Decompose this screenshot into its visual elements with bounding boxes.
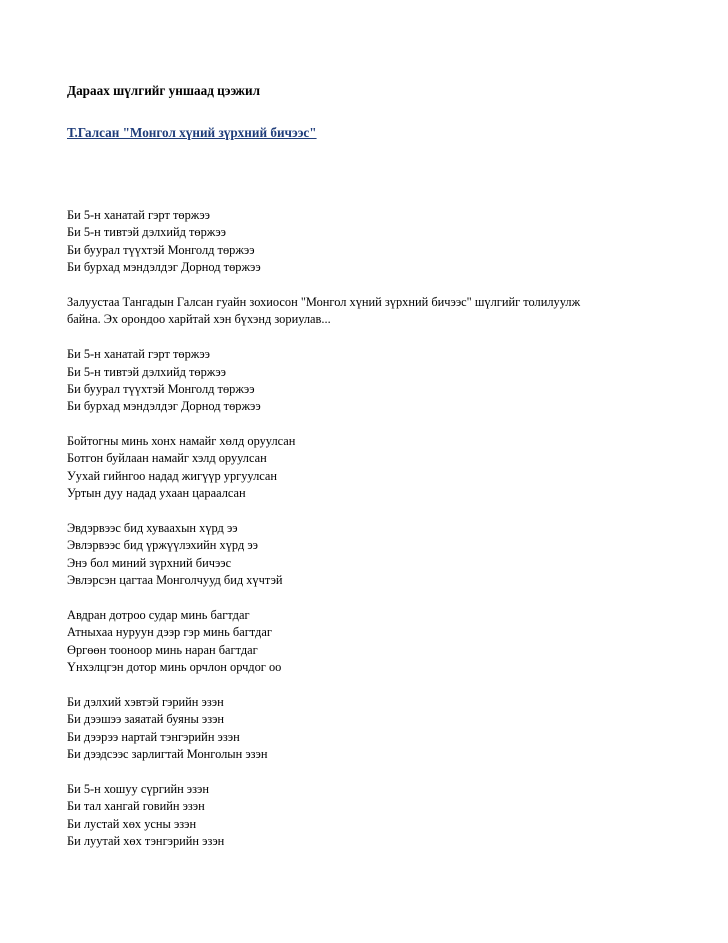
poem-line: Би тал хангай говийн эзэн xyxy=(67,799,205,814)
poem-line: Би 5-н тивтэй дэлхийд төржээ xyxy=(67,225,227,240)
stanza-spacer xyxy=(67,277,667,294)
stanza-1 xyxy=(67,207,667,277)
stanza-2 xyxy=(67,346,667,416)
stanza-spacer xyxy=(67,590,667,607)
stanza-spacer xyxy=(67,416,667,433)
poem-line: Би дээдсээс зарлигтай Монголын эзэн xyxy=(67,747,268,762)
poem-line: Би 5-н тивтэй дэлхийд төржээ xyxy=(67,364,227,379)
poem-line: Эвлэрвээс бид үржүүлэхийн хүрд ээ xyxy=(67,538,258,553)
document-heading: Дараах шүлгийг уншаад цээжил xyxy=(67,83,260,98)
poem-line: Би 5-н хошуу сүргийн эзэн xyxy=(67,781,209,796)
poem-line: Би 5-н ханатай гэрт төржээ xyxy=(67,208,210,222)
poem-line: Уртын дуу надад ухаан цараалсан xyxy=(67,486,246,501)
stanza-spacer xyxy=(67,677,667,694)
stanza-spacer xyxy=(67,764,667,781)
intro-line: Залуустаа Тангадын Галсан гуайн зохиосон "Монгол хүний зүрхний бичээс" шүлгийг толилуулж xyxy=(67,294,581,309)
poem-title-link[interactable]: Т.Галсан "Монгол хүний зүрхний бичээс" xyxy=(67,125,317,140)
stanza-5 xyxy=(67,607,667,677)
stanza-spacer xyxy=(67,329,667,346)
poem-line: Би бурхад мэндэлдэг Дорнод төржээ xyxy=(67,260,261,275)
stanza-spacer xyxy=(67,503,667,520)
stanza-4 xyxy=(67,520,667,590)
poem-line: Эвдэрвээс бид хуваахын хүрд ээ xyxy=(67,521,238,536)
poem-line: Би бурхад мэндэлдэг Дорнод төржээ xyxy=(67,399,261,414)
poem-line: Би дэлхий хэвтэй гэрийн эзэн xyxy=(67,694,224,709)
poem-line: Би луутай хөх тэнгэрийн эзэн xyxy=(67,834,225,849)
poem-line: Атныхаа нуруун дээр гэр минь багтдаг xyxy=(67,625,272,640)
poem-line: Би буурал түүхтэй Монголд төржээ xyxy=(67,381,255,396)
poem-line: Авдран дотроо судар минь багтдаг xyxy=(67,607,250,622)
poem-line: Бойтогны минь хонх намайг хөлд оруулсан xyxy=(67,434,296,449)
poem-line: Эвлэрсэн цагтаа Монголчууд бид хүчтэй xyxy=(67,573,283,588)
poem-line: Үнхэлцгэн дотор минь орчлон орчдог оо xyxy=(67,660,282,675)
poem-line: Ботгон буйлаан намайг хэлд оруулсан xyxy=(67,451,267,466)
intro-paragraph xyxy=(67,294,667,329)
poem-line: Би 5-н ханатай гэрт төржээ xyxy=(67,347,210,362)
poem-line: Би дээрээ нартай тэнгэрийн эзэн xyxy=(67,729,240,744)
poem-body xyxy=(67,207,667,850)
stanza-6 xyxy=(67,694,667,764)
intro-line: байна. Эх орондоо харйтай хэн бүхэнд зориулав... xyxy=(67,312,331,327)
stanza-3 xyxy=(67,433,667,503)
poem-line: Би дээшээ заяатай буяны эзэн xyxy=(67,712,225,727)
stanza-7 xyxy=(67,781,667,851)
poem-line: Өргөөн тооноор минь наран багтдаг xyxy=(67,642,258,657)
poem-line: Би буурал түүхтэй Монголд төржээ xyxy=(67,242,255,257)
poem-line: Энэ бол миний зүрхний бичээс xyxy=(67,555,232,570)
poem-line: Би лустай хөх усны эзэн xyxy=(67,816,197,831)
poem-line: Уухай гийнгоо надад жигүүр ургуулсан xyxy=(67,468,278,483)
